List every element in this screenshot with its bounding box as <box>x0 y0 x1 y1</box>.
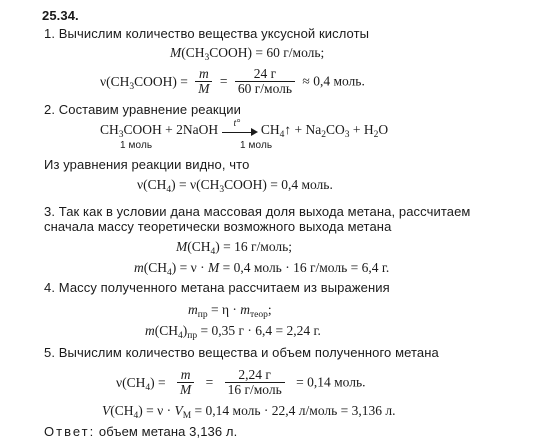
step-3-heading-line1: 3. Так как в условии дана массовая доля выхода метана, рассчитаем <box>44 204 471 219</box>
answer-line <box>44 424 237 440</box>
problem-number: 25.34. <box>42 8 79 23</box>
step-4-heading: 4. Массу полученного метана рассчитаем из выражения <box>44 280 390 295</box>
theoretical-mass-methane: $m(CH_4) = \nu \cdot M = 0,4$ моль · 16 г/моль = 6,4 г. <box>134 260 390 278</box>
methane-moles-label: 1 моль <box>240 140 273 151</box>
molar-mass-acid-formula: $M(CH_3COOH) = 60$ г/моль; <box>170 45 325 63</box>
step-2-heading: 2. Составим уравнение реакции <box>44 102 241 117</box>
step-1-heading: 1. Вычислим количество вещества уксусной кислоты <box>44 26 370 41</box>
step-5-heading: 5. Вычислим количество вещества и объем полученного метана <box>44 345 439 360</box>
from-equation-text: Из уравнения реакции видно, что <box>44 157 250 172</box>
answer-label: Ответ: <box>44 424 96 439</box>
molar-mass-methane: $M(CH_4) = 16$ г/моль; <box>176 239 293 257</box>
volume-methane-formula: $V(CH_4) = \nu \cdot V_M = 0,14$ моль · 22,4 л/моль = 3,136 л. <box>102 403 396 421</box>
practical-mass-value: $m(CH_4)_{пр} = 0,35$ г · 6,4 = 2,24 г. <box>145 323 321 341</box>
reaction-arrow-icon: t° <box>222 124 258 138</box>
amount-equality: $\nu(CH_4)$ = $\nu(CH_3COOH) = 0,4$ моль. <box>137 177 333 195</box>
practical-mass-expression: $m_{пр} = \eta \cdot m_{теор}$; <box>188 302 272 320</box>
amount-acid-formula: $\nu(CH_3COOH)$ = $\frac{m}{M}$ = $\frac{24 г}{\text{60 г/моль}}$ ≈ 0,4 моль. <box>100 66 365 96</box>
reaction-equation: $CH_3COOH$ + 2NaOH t° $CH_4↑ + Na_2CO_3 + H_2O$ <box>100 117 389 140</box>
amount-methane-formula: $\nu(CH_4)$ = $\frac{m}{M}$ = $\frac{2,24 г}{\text{16 г/моль}}$ = 0,14 моль. <box>116 367 366 397</box>
acid-moles-label: 1 моль <box>120 140 153 151</box>
step-3-heading-line2: сначала массу теоретически возможного выхода метана <box>44 219 392 234</box>
answer-text: объем метана 3,136 л. <box>98 424 238 439</box>
